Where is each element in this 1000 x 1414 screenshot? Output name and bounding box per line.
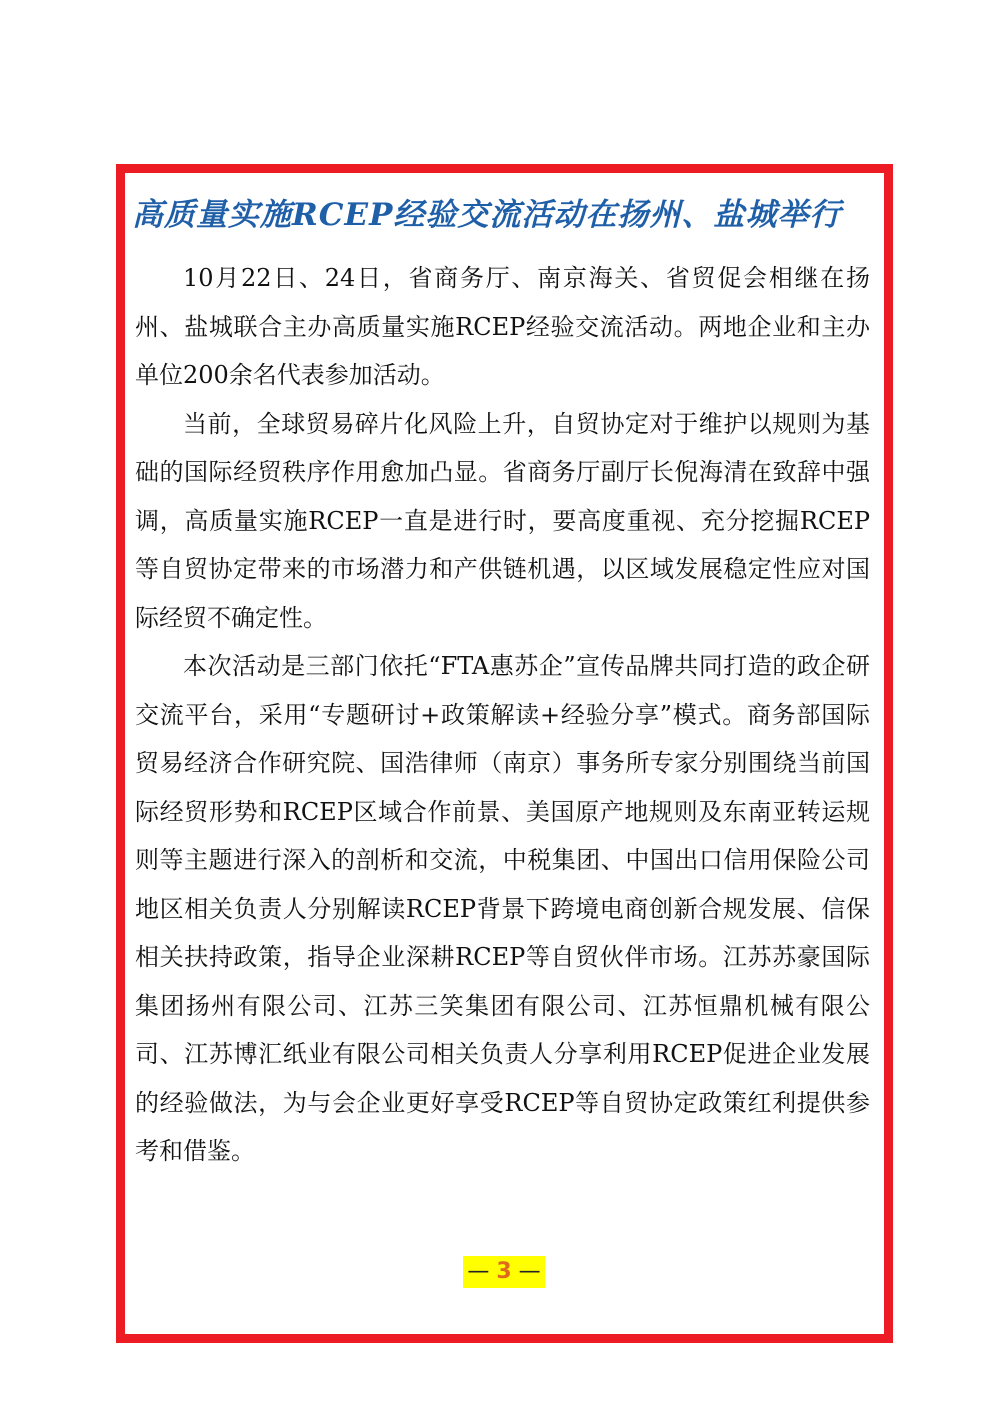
article-title: 高质量实施RCEP经验交流活动在扬州、盐城举行 bbox=[132, 197, 842, 233]
page-number-dash-right: — bbox=[518, 1259, 541, 1284]
page-number: 3 bbox=[496, 1259, 512, 1284]
paragraph-1: 10月22日、24日，省商务厅、南京海关、省贸促会相继在扬州、盐城联合主办高质量实施RCEP经验交流活动。两地企业和主办单位200余名代表参加活动。 bbox=[135, 264, 870, 389]
paragraph-2: 当前，全球贸易碎片化风险上升，自贸协定对于维护以规则为基础的国际经贸秩序作用愈加凸显。省商务厅副厅长倪海清在致辞中强调，高质量实施RCEP一直是进行时，要高度重视、充分挖掘RCEP等自贸协定带来的市场潜力和产供链机遇，以区域发展稳定性应对国际经贸不确定性。 bbox=[135, 409, 870, 632]
paragraph-3: 本次活动是三部门依托“FTA惠苏企”宣传品牌共同打造的政企研交流平台，采用“专题研讨+政策解读+经验分享”模式。商务部国际贸易经济合作研究院、国浩律师（南京）事务所专家分别围绕当前国际经贸形势和RCEP区域合作前景、美国原产地规则及东南亚转运规则等主题进行深入的剖析和交流，中税集团、中国出口信用保险公司地区相关负责人分别解读RCEP背景下跨境电商创新合规发展、信保相关扶持政策，指导企业深耕RCEP等自贸伙伴市场。江苏苏豪国际集团扬州有限公司、江苏三笑集团有限公司、江苏恒鼎机械有限公司、江苏博汇纸业有限公司相关负责人分享利用RCEP促进企业发展的经验做法，为与会企业更好享受RCEP等自贸协定政策红利提供参考和借鉴。 bbox=[135, 652, 870, 1165]
page-number-dash-left: — bbox=[467, 1259, 490, 1284]
page-number-badge bbox=[463, 1256, 545, 1288]
article-body bbox=[135, 254, 870, 1176]
